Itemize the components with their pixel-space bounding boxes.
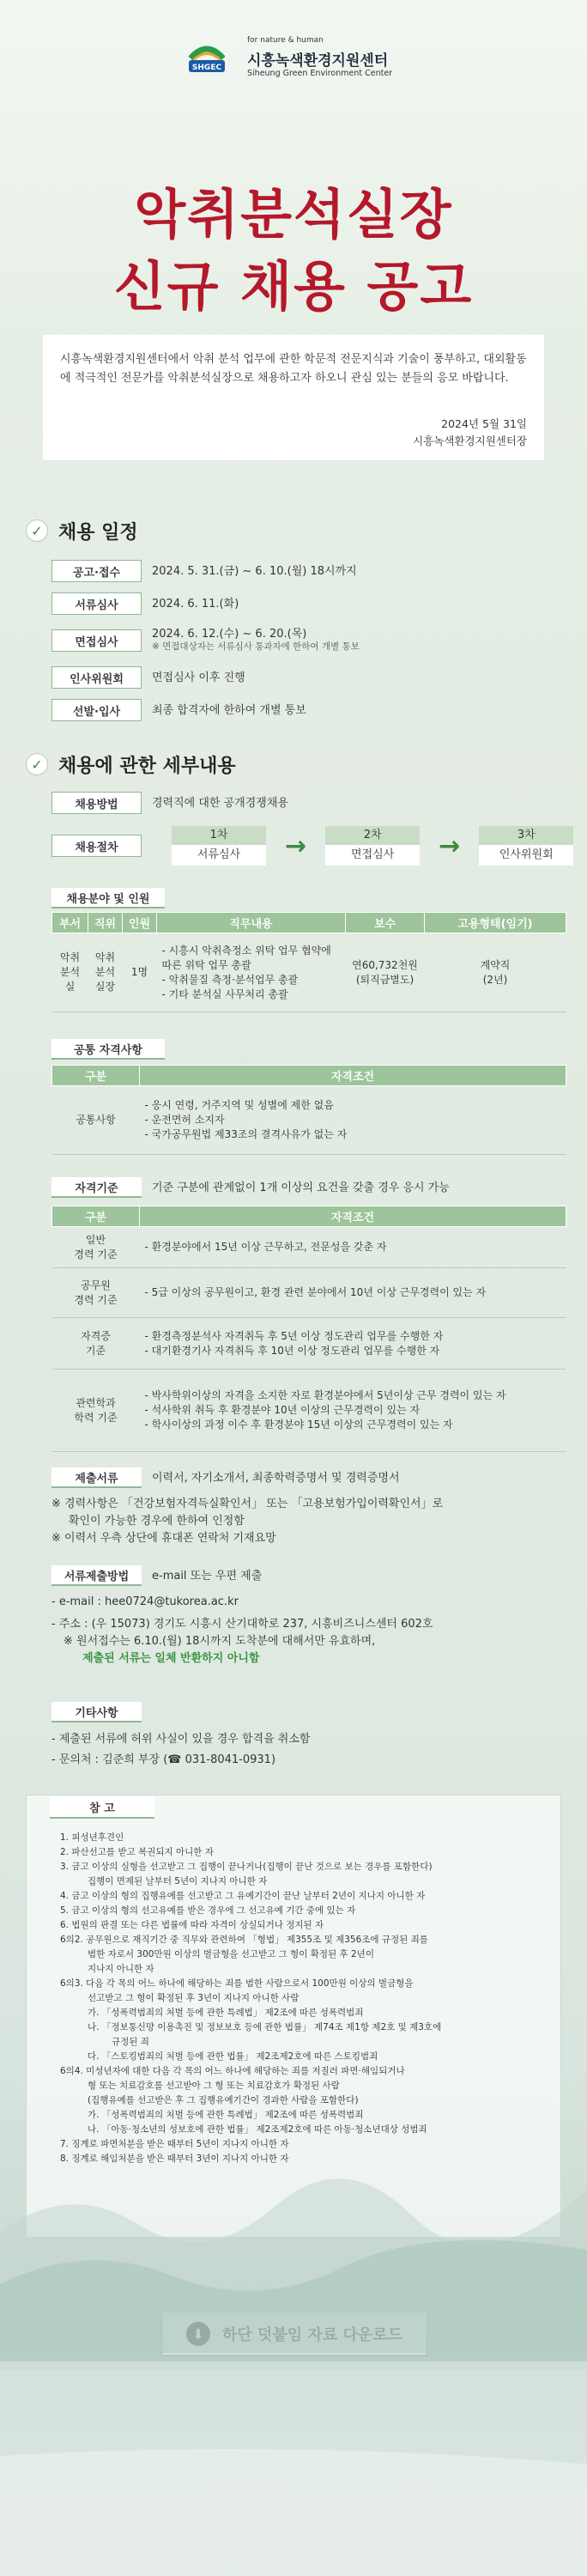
reference-line: 나. 「정보통신망 이용촉진 및 정보보호 등에 관한 법률」 제74조 제1항 제2호 및 제3호에 [88, 2022, 442, 2032]
reference-line: 4. 금고 이상의 형의 집행유예를 선고받고 그 유예기간이 끝난 날부터 2년이 지나지 아니한 자 [60, 1891, 426, 1901]
common-header: 자격조건 [140, 1066, 566, 1086]
criteria-label: 자격기준 [51, 1177, 142, 1198]
duties-cell [157, 933, 346, 1012]
etc-label: 기타사항 [51, 1702, 142, 1722]
page-title-line1: 악취분석실장 [134, 183, 453, 246]
docs-note: 확인이 가능한 경우에 한하여 인정함 [69, 1515, 245, 1528]
process-label-wrap [51, 826, 142, 857]
rank-cell: 악취분석실장 [88, 933, 123, 1012]
page-title-line2: 신규 채용 공고 [113, 255, 474, 318]
process-step-1 [172, 826, 266, 866]
docs-note: ※ 이력서 우측 상단에 휴대폰 연락처 기재요망 [51, 1532, 276, 1545]
schedule-label: 선발·입사 [51, 699, 142, 721]
criteria-items [140, 1370, 566, 1452]
reference-line: 지나지 아니한 자 [88, 1964, 154, 1974]
criteria-header: 구분 [52, 1206, 140, 1227]
table-row [52, 1227, 566, 1268]
reference-line: 규정된 죄 [112, 2037, 149, 2047]
reference-line: (집행유예를 선고받은 후 그 집행유예기간이 경과한 사람을 포함한다) [88, 2095, 359, 2105]
positions-header: 부서 [52, 913, 88, 933]
positions-header: 직무내용 [157, 913, 346, 933]
reference-line: 나. 「아동·청소년의 성보호에 관한 법률」 제2조제2호에 따른 아동·청소년대상 성범죄 [88, 2124, 427, 2135]
step-name: 인사위원회 [479, 845, 573, 866]
submit-value: e-mail 또는 우편 제출 [152, 1569, 263, 1583]
intro-box [43, 335, 544, 460]
table-row [52, 1268, 566, 1318]
etc-items [51, 1729, 566, 1771]
criteria-table [51, 1206, 566, 1452]
criteria-header: 자격조건 [140, 1206, 566, 1227]
check-icon: ✓ [26, 519, 48, 542]
dept-cell: 악취분석실 [52, 933, 88, 1012]
logo [185, 31, 417, 91]
positions-header: 인원 [123, 913, 157, 933]
logo-name-en: Siheung Green Environment Center [247, 69, 393, 78]
criteria-item: - 박사학위이상의 자격을 소지한 자로 환경분야에서 5년이상 근무 경력이 있는 자 [144, 1389, 506, 1401]
reference-line: 6. 법원의 판결 또는 다른 법률에 따라 자격이 상실되거나 정지된 자 [60, 1920, 324, 1930]
schedule-value [152, 628, 360, 653]
reference-line: 6의2. 공무원으로 재직기간 중 직무와 관련하여 「형법」 제355조 및 제356조에 규정된 죄를 [60, 1935, 428, 1945]
process-step-2 [325, 826, 420, 866]
criteria-items [140, 1318, 566, 1370]
criteria-item: - 5급 이상의 공무원이고, 환경 관련 분야에서 10년 이상 근무경력이 있는 자 [140, 1268, 566, 1318]
criteria-row [51, 1176, 566, 1199]
reference-line: 6의4. 미성년자에 대한 다음 각 목의 어느 하나에 해당하는 죄를 저질러 파면·해임되거나 [60, 2066, 405, 2076]
schedule-note: ※ 면접대상자는 서류심사 통과자에 한하여 개별 통보 [152, 641, 360, 652]
schedule-value: 2024. 5. 31.(금) ~ 6. 10.(월) 18시까지 [152, 564, 357, 578]
criteria-category: 관련학과 학력 기준 [52, 1370, 140, 1452]
table-row [52, 933, 566, 1012]
schedule-value: 최종 합격자에 한하여 개별 통보 [152, 703, 306, 717]
process-label: 채용절차 [51, 835, 142, 857]
positions-header: 보수 [346, 913, 425, 933]
reference-label: 참 고 [50, 1796, 154, 1819]
step-number: 1차 [172, 826, 266, 845]
reference-line: 집행이 면제된 날부터 5년이 지나지 아니한 자 [88, 1876, 268, 1886]
step-name: 면접심사 [325, 845, 420, 866]
reference-line: 다. 「스토킹범죄의 처벌 등에 관한 법률」 제2조제2호에 따른 스토킹범죄 [88, 2051, 378, 2062]
check-icon: ✓ [26, 753, 48, 775]
docs-value: 이력서, 자기소개서, 최종학력증명서 및 경력증명서 [152, 1471, 400, 1485]
details-heading-text: 채용에 관한 세부내용 [58, 755, 236, 777]
docs-notes [51, 1496, 566, 1547]
reference-line: 2. 파산선고를 받고 복권되지 아니한 자 [60, 1847, 214, 1857]
reference-line: 8. 징계로 해임처분을 받은 때부터 3년이 지나지 아니한 자 [60, 2154, 289, 2164]
schedule-label: 면접심사 [51, 629, 142, 652]
schedule-value-text: 2024. 6. 12.(수) ~ 6. 20.(목) [152, 628, 307, 641]
criteria-item: - 환경측정분석사 자격취득 후 5년 이상 정도관리 업무를 수행한 자 [144, 1329, 444, 1342]
positions-header: 직위 [88, 913, 123, 933]
criteria-category: 공무원 경력 기준 [52, 1268, 140, 1318]
common-items [140, 1086, 566, 1155]
submit-note-highlight: 제출된 서류는 일체 반환하지 아니함 [82, 1652, 260, 1665]
reference-line: 3. 금고 이상의 실형을 선고받고 그 집행이 끝나거나(집행이 끝난 것으로 보는 경우를 포함한다) [60, 1862, 433, 1872]
schedule-label: 서류심사 [51, 592, 142, 615]
docs-note: ※ 경력사항은 「건강보험자격득실확인서」 또는 「고용보험가입이력확인서」로 [51, 1498, 444, 1510]
schedule-heading [26, 515, 138, 546]
intro-date: 2024년 5월 31일 [441, 417, 527, 430]
mountain-landscape [0, 2078, 587, 2576]
reference-line: 5. 금고 이상의 형의 선고유예를 받은 경우에 그 선고유예 기간 중에 있는 자 [60, 1905, 356, 1916]
schedule-row-document [51, 591, 566, 617]
step-number: 3차 [479, 826, 573, 845]
duty-item: - 악취물질 측정·분석업무 총괄 [161, 973, 299, 986]
step-name: 서류심사 [172, 845, 266, 866]
submit-note: ※ 원서접수는 6.10.(월) 18시까지 도착분에 대해서만 유효하며, [64, 1635, 376, 1648]
reference-line: 6의3. 다음 각 목의 어느 하나에 해당하는 죄를 범한 사람으로서 100만원 이상의 벌금형을 [60, 1978, 414, 1989]
submit-label: 서류제출방법 [51, 1565, 142, 1586]
step-number: 2차 [325, 826, 420, 845]
criteria-item: - 학사이상의 과정 이수 후 환경분야 15년 이상의 근무경력이 있는 자 [144, 1419, 453, 1431]
schedule-heading-text: 채용 일정 [58, 521, 138, 544]
duty-item: - 기타 분석실 사무처리 총괄 [161, 987, 288, 1000]
schedule-value: 2024. 6. 11.(화) [152, 597, 239, 611]
arrow-right-icon: → [285, 830, 307, 861]
schedule-value: 면접심사 이후 진행 [152, 671, 245, 684]
process-step-3 [479, 826, 573, 866]
criteria-item: - 석사학위 취득 후 환경분야 10년 이상의 근무경력이 있는 자 [144, 1404, 421, 1416]
intro-text: 시흥녹색환경지원센터에서 악취 분석 업무에 관한 학문적 전문지식과 기술이 풍부하고, 대외활동에 적극적인 전문가를 악취분석실장으로 채용하고자 하오니 관심 있는 분들의 응모 바랍니다. [60, 353, 527, 385]
common-header: 구분 [52, 1066, 140, 1086]
criteria-item: - 환경분야에서 15년 이상 근무하고, 전문성을 갖춘 자 [140, 1227, 566, 1268]
positions-header: 고용형태(임기) [425, 913, 566, 933]
criteria-category: 자격증 기준 [52, 1318, 140, 1370]
type-cell: 계약직 (2년) [425, 933, 566, 1012]
schedule-row-interview [51, 623, 566, 658]
common-item: - 운전면허 소지자 [144, 1114, 225, 1126]
logo-tagline: for nature & human [247, 36, 324, 45]
table-row [52, 1318, 566, 1370]
count-cell: 1명 [123, 933, 157, 1012]
reference-line: 1. 피성년후견인 [60, 1832, 124, 1843]
method-value: 경력직에 대한 공개경쟁채용 [152, 796, 288, 810]
duty-item: - 시흥시 악취측정소 위탁 업무 협약에 따른 위탁 업무 총괄 [161, 944, 331, 971]
etc-item: - 문의처 : 김준희 부장 (☎ 031-8041-0931) [51, 1753, 276, 1766]
logo-mark-icon [185, 38, 228, 81]
docs-label: 제출서류 [51, 1467, 142, 1488]
schedule-row-hire [51, 697, 566, 723]
submit-row [51, 1564, 566, 1587]
common-category: 공통사항 [52, 1086, 140, 1155]
reference-line: 7. 징계로 파면처분을 받은 때부터 5년이 지나지 아니한 자 [60, 2139, 289, 2149]
method-label: 채용방법 [51, 792, 142, 814]
details-heading [26, 749, 236, 780]
schedule-row-committee [51, 665, 566, 690]
criteria-item: - 대기환경기사 자격취득 후 10년 이상 정도관리 업무를 수행한 자 [144, 1344, 440, 1357]
intro-signature [413, 416, 527, 450]
common-table [51, 1065, 566, 1155]
common-label: 공통 자격사항 [51, 1039, 165, 1060]
common-item: - 국가공무원법 제33조의 결격사유가 없는 자 [144, 1128, 348, 1140]
arrow-right-icon: → [439, 830, 461, 861]
criteria-category: 일반 경력 기준 [52, 1227, 140, 1268]
reference-line: 가. 「성폭력범죄의 처벌 등에 관한 특례법」 제2조에 따른 성폭력범죄 [88, 2008, 364, 2018]
method-row [51, 790, 566, 816]
reference-line: 범한 자로서 300만원 이상의 벌금형을 선고받고 그 형이 확정된 후 2년이 [88, 1949, 374, 1959]
submit-details [51, 1594, 575, 1668]
etc-item: - 제출된 서류에 허위 사실이 있을 경우 합격을 취소함 [51, 1733, 311, 1746]
submit-email: - e-mail : hee0724@tukorea.ac.kr [51, 1595, 239, 1608]
logo-name-ko: 시흥녹색환경지원센터 [247, 52, 389, 70]
table-row [52, 1086, 566, 1155]
submit-address: - 주소 : (우 15073) 경기도 시흥시 산기대학로 237, 시흥비즈니스센터 602호 [51, 1618, 433, 1631]
docs-row [51, 1467, 566, 1489]
schedule-label: 인사위원회 [51, 666, 142, 689]
reference-line: 선고받고 그 형이 확정된 후 3년이 지나지 아니한 사람 [88, 1993, 300, 2003]
common-item: - 응시 연령, 거주지역 및 성별에 제한 없음 [144, 1099, 334, 1111]
schedule-label: 공고·접수 [51, 560, 142, 582]
table-row [52, 1370, 566, 1452]
positions-table [51, 912, 566, 1012]
positions-label: 채용분야 및 인원 [51, 888, 165, 908]
reference-line: 형 또는 치료감호를 선고받아 그 형 또는 치료감호가 확정된 사람 [88, 2081, 340, 2091]
process-steps [172, 826, 573, 866]
criteria-intro: 기준 구분에 관계없이 1개 이상의 요건을 갖출 경우 응시 가능 [152, 1181, 450, 1194]
pay-cell: 연60,732천원 (퇴직금별도) [346, 933, 425, 1012]
intro-org: 시흥녹색환경지원센터장 [413, 434, 527, 447]
logo-mark-text: SHGEC [191, 64, 222, 72]
schedule-row-apply [51, 558, 566, 584]
reference-line: 가. 「성폭력범죄의 처벌 등에 관한 특례법」 제2조에 따른 성폭력범죄 [88, 2110, 364, 2120]
